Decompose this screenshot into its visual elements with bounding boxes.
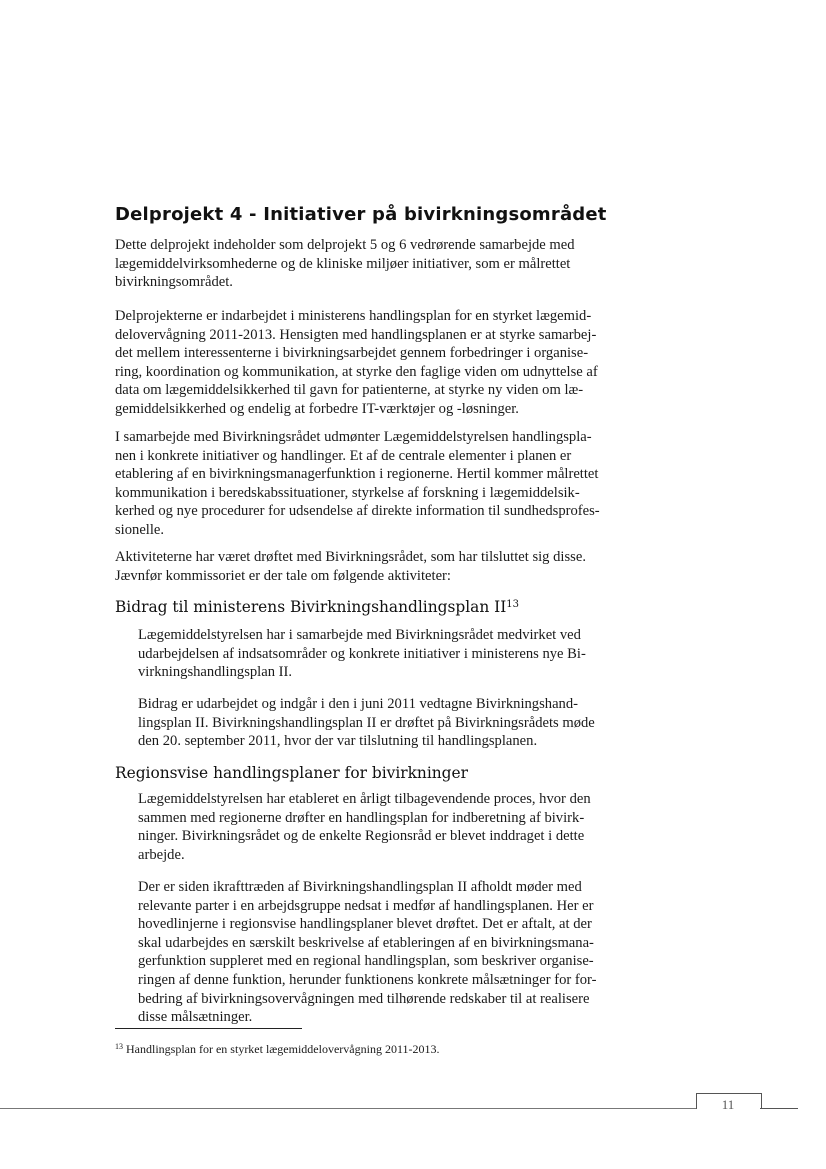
text-line: nen i konkrete initiativer og handlinger. Et af de centrale elementer i planen er bbox=[115, 447, 572, 464]
paragraph-regionsvise-1 bbox=[138, 790, 591, 864]
text-line: bivirkningsområdet. bbox=[115, 274, 233, 291]
text-line: lægemiddelvirksomhederne og de kliniske miljøer initiativer, som er målrettet bbox=[115, 255, 571, 272]
text-line: ring, koordination og kommunikation, at styrke den faglige viden om udnyttelse af bbox=[115, 363, 598, 380]
text-line: kerhed og nye procedurer for udsendelse af direkte information til sundhedsprofes- bbox=[115, 503, 600, 520]
text-line: sionelle. bbox=[115, 521, 165, 538]
text-line: sammen med regionerne drøfter en handlingsplan for indberetning af bivirk- bbox=[138, 809, 585, 826]
paragraph-intro bbox=[115, 236, 575, 292]
text-line: Delprojekterne er indarbejdet i ministerens handlingsplan for en styrket lægemid- bbox=[115, 308, 592, 324]
text-line: Der er siden ikrafttræden af Bivirkningshandlingsplan II afholdt møder med bbox=[138, 879, 582, 895]
footnote-text: Handlingsplan for en styrket lægemiddelovervågning 2011-2013. bbox=[126, 1042, 440, 1056]
text-line: Bidrag er udarbejdet og indgår i den i juni 2011 vedtagne Bivirkningshand- bbox=[138, 696, 579, 712]
footer-rule-right bbox=[760, 1108, 798, 1109]
text-line: hovedlinjerne i regionsvise handlingsplaner blevet drøftet. Det er aftalt, at der bbox=[138, 916, 592, 933]
footnote-number: 13 bbox=[115, 1042, 123, 1051]
paragraph-handlingsplan bbox=[115, 307, 598, 419]
text-line: Lægemiddelstyrelsen har i samarbejde med Bivirkningsrådet medvirket ved bbox=[138, 627, 581, 643]
text-line: skal udarbejdes en særskilt beskrivelse af etableringen af en bivirkningsmana- bbox=[138, 934, 594, 951]
text-line: udarbejdelsen af indsatsområder og konkrete initiativer i ministerens nye Bi- bbox=[138, 645, 586, 662]
text-line: Jævnfør kommissoriet er der tale om følgende aktiviteter: bbox=[115, 567, 451, 584]
text-line: lingsplan II. Bivirkningshandlingsplan II er drøftet på Bivirkningsrådets møde bbox=[138, 714, 595, 731]
text-line: kommunikation i beredskabssituationer, styrkelse af forskning i lægemiddelsik- bbox=[115, 484, 580, 501]
section-heading-bidrag bbox=[115, 598, 519, 616]
text-line: Dette delprojekt indeholder som delprojekt 5 og 6 vedrørende samarbejde med bbox=[115, 237, 575, 253]
footnote-reference: 13 bbox=[506, 599, 520, 610]
text-line: relevante parter i en arbejdsgruppe nedsat i medfør af handlingsplanen. Her er bbox=[138, 897, 594, 914]
paragraph-bidrag-2 bbox=[138, 695, 595, 751]
text-line: ninger. Bivirkningsrådet og de enkelte Regionsråd er blevet inddraget i dette bbox=[138, 828, 585, 845]
text-line: Aktiviteterne har været drøftet med Bivirkningsrådet, som har tilsluttet sig disse. bbox=[115, 549, 586, 565]
text-line: bedring af bivirkningsovervågningen med tilhørende redskaber til at realisere bbox=[138, 990, 590, 1007]
text-line: virkningshandlingsplan II. bbox=[138, 664, 293, 681]
text-line: data om lægemiddelsikkerhed til gavn for patienterne, at styrke ny viden om læ- bbox=[115, 382, 584, 399]
footnote bbox=[115, 1042, 440, 1057]
text-line: arbejde. bbox=[138, 846, 185, 863]
text-line: ringen af denne funktion, herunder funktionens konkrete målsætninger for for- bbox=[138, 971, 597, 988]
text-line: den 20. september 2011, hvor der var tilslutning til handlingsplanen. bbox=[138, 733, 538, 750]
text-line: delovervågning 2011-2013. Hensigten med handlingsplanen er at styrke samarbej- bbox=[115, 326, 597, 343]
paragraph-aktiviteter bbox=[115, 548, 586, 585]
paragraph-regionsvise-2 bbox=[138, 878, 596, 1027]
text-line: etablering af en bivirkningsmanagerfunktion i regionerne. Hertil kommer målrettet bbox=[115, 466, 599, 483]
text-line: Lægemiddelstyrelsen har etableret en årligt tilbagevendende proces, hvor den bbox=[138, 791, 591, 807]
page-heading: Delprojekt 4 - Initiativer på bivirkningsområdet bbox=[115, 204, 607, 225]
page-number: 11 bbox=[721, 1097, 735, 1112]
paragraph-samarbejde bbox=[115, 428, 600, 540]
text-line: gemiddelsikkerhed og endelig at forbedre IT-værktøjer og -løsninger. bbox=[115, 400, 519, 417]
paragraph-bidrag-1 bbox=[138, 626, 586, 682]
text-line: gerfunktion suppleret med en regional handlingsplan, som beskriver organise- bbox=[138, 953, 594, 970]
section-title: Bidrag til ministerens Bivirkningshandlingsplan II bbox=[115, 598, 507, 616]
text-line: I samarbejde med Bivirkningsrådet udmønter Lægemiddelstyrelsen handlingspla- bbox=[115, 429, 592, 445]
footer-rule-left bbox=[0, 1108, 696, 1109]
section-heading-regionsvise: Regionsvise handlingsplaner for bivirkninger bbox=[115, 764, 468, 782]
footnote-divider bbox=[115, 1028, 302, 1029]
text-line: det mellem interessenterne i bivirkningsarbejdet gennem forbedringer i organise- bbox=[115, 345, 589, 362]
text-line: disse målsætninger. bbox=[138, 1009, 253, 1026]
